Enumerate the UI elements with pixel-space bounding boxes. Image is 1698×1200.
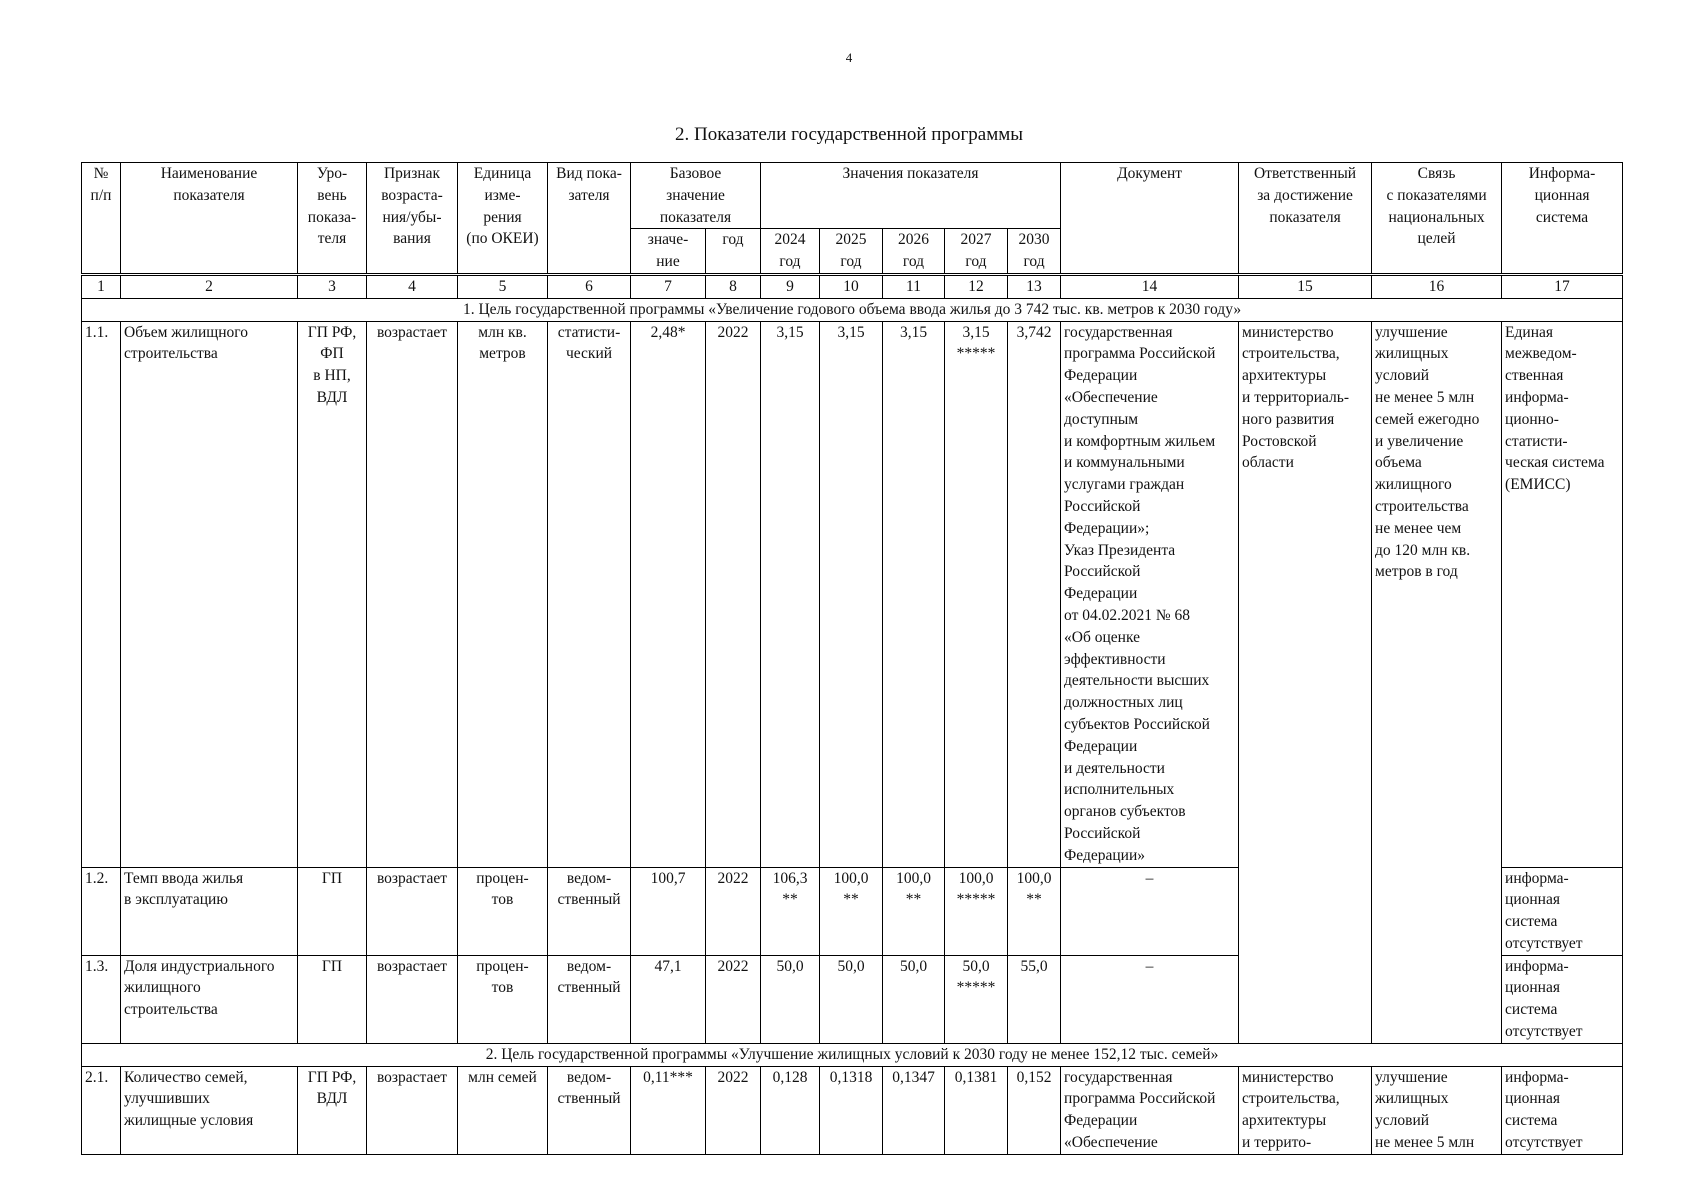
row-unit: млн кв. метров	[458, 321, 548, 867]
col-number: 6	[548, 274, 631, 298]
row-value-2025: 3,15	[820, 321, 883, 867]
row-num: 2.1.	[82, 1066, 121, 1154]
row-value-2030: 55,0	[1008, 955, 1061, 1043]
row-value-2030: 100,0 **	[1008, 867, 1061, 955]
row-type: ведом- ственный	[548, 955, 631, 1043]
row-value-2026: 0,1347	[883, 1066, 945, 1154]
row-unit: процен- тов	[458, 867, 548, 955]
header-values: Значения показателя	[761, 163, 1061, 229]
row-level: ГП	[298, 867, 367, 955]
col-number: 1	[82, 274, 121, 298]
row-sign: возрастает	[367, 867, 458, 955]
header-base-year: год	[706, 229, 761, 275]
header-num: № п/п	[82, 163, 121, 275]
row-responsible: министерство строительства, архитектуры и территориаль- ного развития Ростовской области	[1239, 321, 1372, 1043]
row-infosys: информа- ционная система отсутствует	[1502, 955, 1623, 1043]
row-base-year: 2022	[706, 321, 761, 867]
header-base-value: значе- ние	[631, 229, 706, 275]
row-value-2027: 50,0 *****	[945, 955, 1008, 1043]
row-num: 1.1.	[82, 321, 121, 867]
row-link: улучшение жилищных условий не менее 5 млн	[1372, 1066, 1502, 1154]
row-type: ведом- ственный	[548, 1066, 631, 1154]
header-unit: Единица изме- рения (по ОКЕИ)	[458, 163, 548, 275]
row-sign: возрастает	[367, 321, 458, 867]
row-base-value: 100,7	[631, 867, 706, 955]
header-responsible: Ответственный за достижение показателя	[1239, 163, 1372, 275]
col-number: 11	[883, 274, 945, 298]
row-level: ГП РФ, ВДЛ	[298, 1066, 367, 1154]
header-2026: 2026 год	[883, 229, 945, 275]
row-base-year: 2022	[706, 955, 761, 1043]
row-document: –	[1061, 955, 1239, 1043]
row-name: Объем жилищного строительства	[121, 321, 298, 867]
row-value-2026: 100,0 **	[883, 867, 945, 955]
col-number: 16	[1372, 274, 1502, 298]
row-sign: возрастает	[367, 955, 458, 1043]
row-document: государственная программа Российской Федерации «Обеспечение доступным и комфортным жильем и коммунальными услугами граждан Российской Федерации»; Указ Президента Российской Федерации от 04.02.2021 № 68 «Об оценке эффективности деятельности высших должностных лиц субъектов Российской Федерации и деятельности исполнительных органов субъектов Российской Федерации»	[1061, 321, 1239, 867]
row-value-2027: 3,15 *****	[945, 321, 1008, 867]
header-2025: 2025 год	[820, 229, 883, 275]
col-number: 2	[121, 274, 298, 298]
col-number: 13	[1008, 274, 1061, 298]
row-num: 1.3.	[82, 955, 121, 1043]
row-value-2025: 0,1318	[820, 1066, 883, 1154]
row-link: улучшение жилищных условий не менее 5 млн семей ежегодно и увеличение объема жилищного строительства не менее чем до 120 млн кв. метров в год	[1372, 321, 1502, 1043]
col-number: 15	[1239, 274, 1372, 298]
goal-row	[82, 1043, 1623, 1066]
row-value-2024: 0,128	[761, 1066, 820, 1154]
row-num: 1.2.	[82, 867, 121, 955]
row-unit: млн семей	[458, 1066, 548, 1154]
table-row	[82, 321, 1623, 867]
header-name: Наименование показателя	[121, 163, 298, 275]
col-number: 5	[458, 274, 548, 298]
row-base-value: 2,48*	[631, 321, 706, 867]
row-value-2030: 3,742	[1008, 321, 1061, 867]
row-level: ГП	[298, 955, 367, 1043]
section-title: 2. Показатели государственной программы	[674, 124, 1024, 145]
table-row	[82, 1066, 1623, 1154]
col-number: 7	[631, 274, 706, 298]
row-base-year: 2022	[706, 867, 761, 955]
header-2024: 2024 год	[761, 229, 820, 275]
row-base-value: 0,11***	[631, 1066, 706, 1154]
col-number: 14	[1061, 274, 1239, 298]
row-document: государственная программа Российской Федерации «Обеспечение	[1061, 1066, 1239, 1154]
goal-row	[82, 298, 1623, 321]
column-numbers-row	[82, 274, 1623, 298]
row-name: Темп ввода жилья в эксплуатацию	[121, 867, 298, 955]
col-number: 3	[298, 274, 367, 298]
row-value-2027: 100,0 *****	[945, 867, 1008, 955]
col-number: 9	[761, 274, 820, 298]
row-value-2024: 106,3 **	[761, 867, 820, 955]
row-value-2025: 100,0 **	[820, 867, 883, 955]
row-type: статисти- ческий	[548, 321, 631, 867]
row-base-year: 2022	[706, 1066, 761, 1154]
header-2030: 2030 год	[1008, 229, 1061, 275]
header-type: Вид пока- зателя	[548, 163, 631, 275]
col-number: 4	[367, 274, 458, 298]
row-base-value: 47,1	[631, 955, 706, 1043]
header-base: Базовое значение показателя	[631, 163, 761, 229]
row-responsible: министерство строительства, архитектуры и террито-	[1239, 1066, 1372, 1154]
row-value-2024: 50,0	[761, 955, 820, 1043]
row-value-2026: 3,15	[883, 321, 945, 867]
row-name: Количество семей, улучшивших жилищные условия	[121, 1066, 298, 1154]
row-infosys: информа- ционная система отсутствует	[1502, 867, 1623, 955]
indicators-table	[81, 162, 1623, 1155]
row-infosys: информа- ционная система отсутствует	[1502, 1066, 1623, 1154]
row-unit: процен- тов	[458, 955, 548, 1043]
col-number: 17	[1502, 274, 1623, 298]
row-document: –	[1061, 867, 1239, 955]
goal-1-title: 1. Цель государственной программы «Увеличение годового объема ввода жилья до 3 742 тыс. кв. метров к 2030 году»	[82, 298, 1623, 321]
col-number: 12	[945, 274, 1008, 298]
col-number: 10	[820, 274, 883, 298]
row-value-2027: 0,1381	[945, 1066, 1008, 1154]
header-infosys: Информа- ционная система	[1502, 163, 1623, 275]
header-document: Документ	[1061, 163, 1239, 275]
row-value-2025: 50,0	[820, 955, 883, 1043]
row-level: ГП РФ, ФП в НП, ВДЛ	[298, 321, 367, 867]
row-sign: возрастает	[367, 1066, 458, 1154]
row-value-2026: 50,0	[883, 955, 945, 1043]
page-number: 4	[845, 50, 853, 65]
row-name: Доля индустриального жилищного строительства	[121, 955, 298, 1043]
row-value-2024: 3,15	[761, 321, 820, 867]
header-2027: 2027 год	[945, 229, 1008, 275]
row-infosys: Единая межведом- ственная информа- ционно- статисти- ческая система (ЕМИСС)	[1502, 321, 1623, 867]
header-level: Уро- вень показа- теля	[298, 163, 367, 275]
goal-2-title: 2. Цель государственной программы «Улучшение жилищных условий к 2030 году не менее 152,12 тыс. семей»	[82, 1043, 1623, 1066]
header-link: Связь с показателями национальных целей	[1372, 163, 1502, 275]
header-sign: Признак возраста- ния/убы- вания	[367, 163, 458, 275]
row-value-2030: 0,152	[1008, 1066, 1061, 1154]
col-number: 8	[706, 274, 761, 298]
row-type: ведом- ственный	[548, 867, 631, 955]
